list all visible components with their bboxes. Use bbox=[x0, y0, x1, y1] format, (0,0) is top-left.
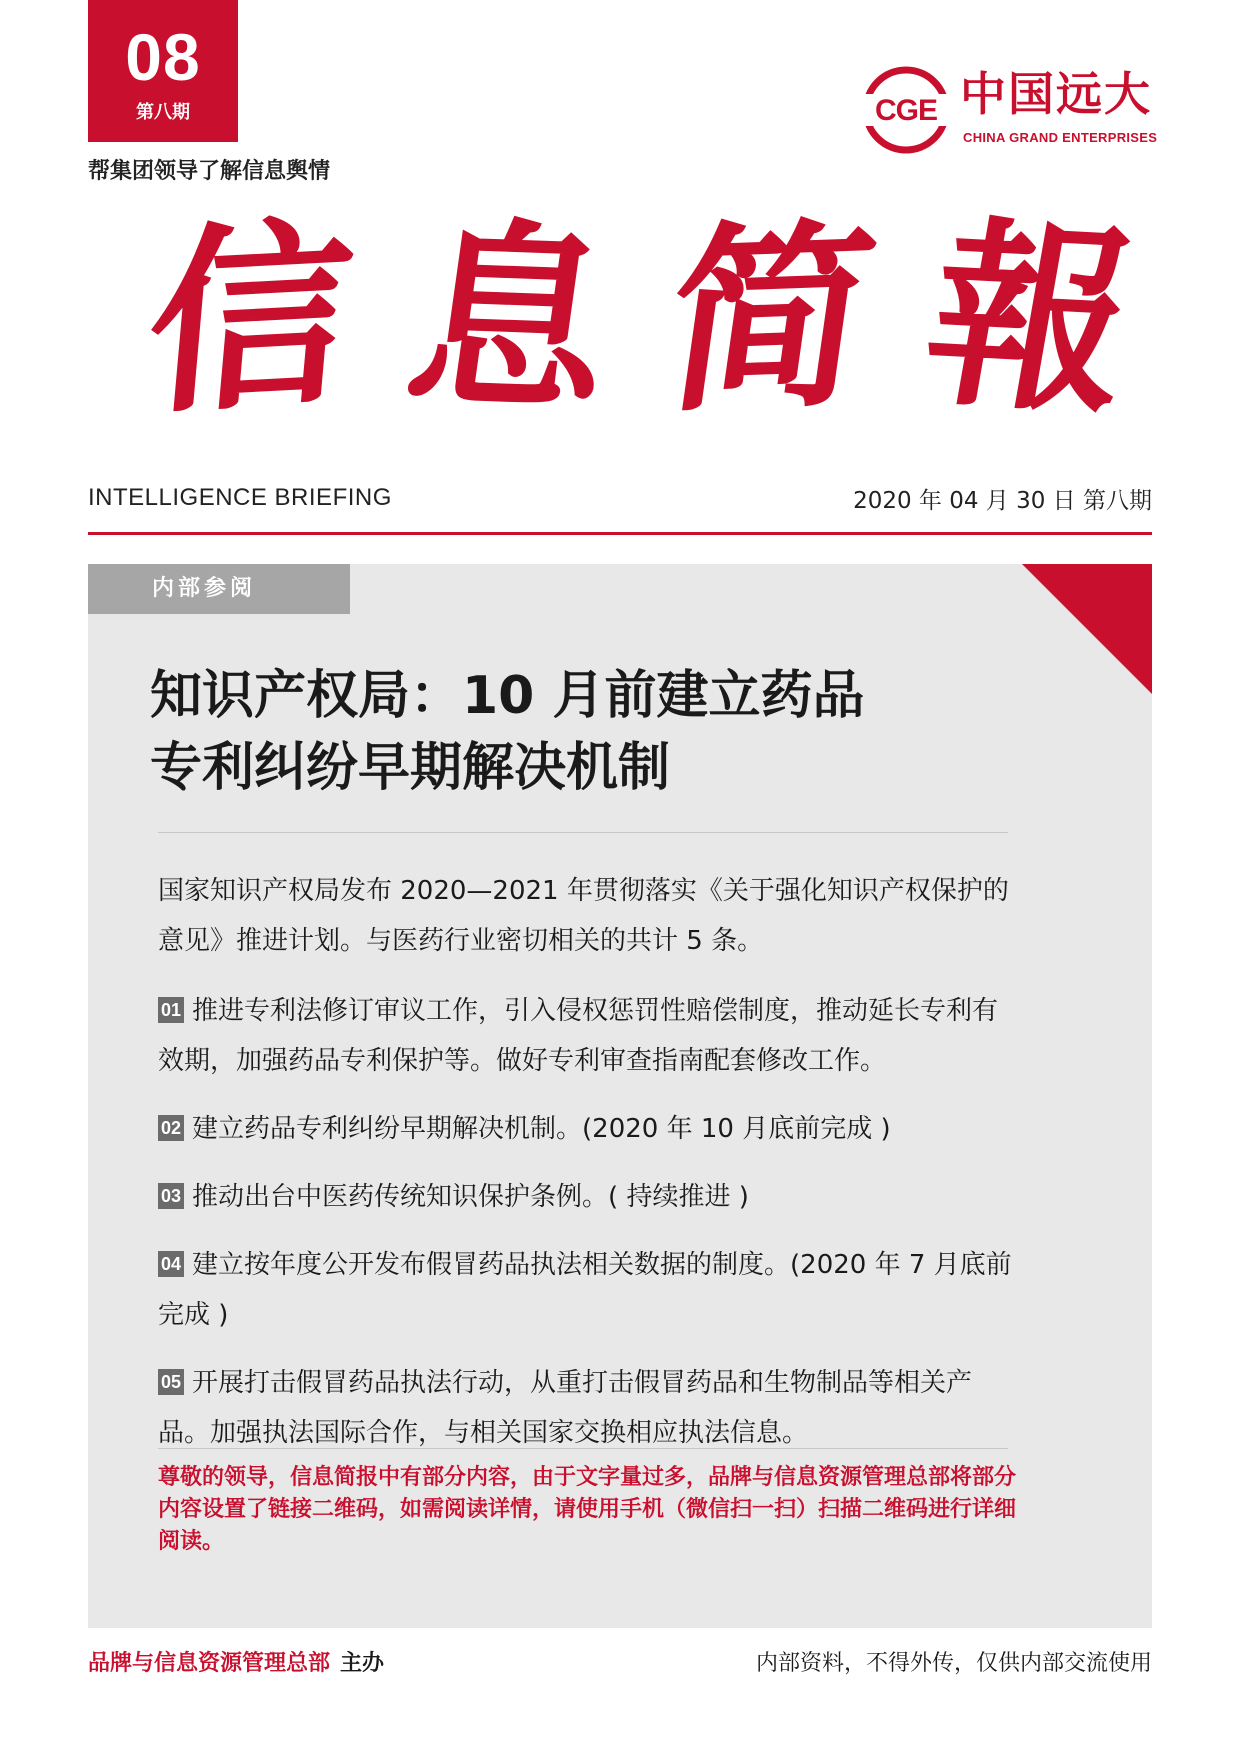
list-item bbox=[158, 1240, 1018, 1340]
tagline: 帮集团领导了解信息舆情 bbox=[88, 159, 331, 184]
footer-organizer bbox=[88, 1646, 384, 1677]
list-item bbox=[158, 1172, 1018, 1222]
reader-note: 尊敬的领导，信息简报中有部分内容，由于文字量过多，品牌与信息资源管理总部将部分内容设置了链接二维码，如需阅读详情，请使用手机（微信扫一扫）扫描二维码进行详细阅读。 bbox=[158, 1465, 1017, 1554]
item-text: 推进专利法修订审议工作，引入侵权惩罚性赔偿制度，推动延长专利有效期，加强药品专利保护等。做好专利审查指南配套修改工作。 bbox=[158, 996, 999, 1076]
item-text: 开展打击假冒药品执法行动，从重打击假冒药品和生物制品等相关产品。加强执法国际合作，与相关国家交换相应执法信息。 bbox=[158, 1368, 973, 1448]
issue-date: 2020 年 04 月 30 日 第八期 bbox=[853, 488, 1152, 514]
footer-disclaimer: 内部资料，不得外传，仅供内部交流使用 bbox=[755, 1651, 1152, 1676]
section-tag: 内部参阅 bbox=[88, 564, 350, 614]
item-number-badge: 01 bbox=[158, 997, 184, 1023]
briefing-subtitle: INTELLIGENCE BRIEFING bbox=[88, 484, 392, 511]
masthead-char: 简 bbox=[652, 198, 888, 441]
note-divider bbox=[158, 1448, 1008, 1449]
headline-line-2: 专利纠纷早期解决机制 bbox=[150, 738, 671, 798]
logo-name-cn: 中国远大 bbox=[960, 67, 1152, 121]
masthead-title bbox=[139, 195, 1150, 445]
issue-number: 08 bbox=[125, 20, 201, 94]
cge-logo-icon bbox=[860, 64, 952, 156]
company-logo bbox=[860, 64, 1160, 156]
list-item bbox=[158, 986, 1018, 1086]
item-text: 推动出台中医药传统知识保护条例。( 持续推进 ) bbox=[192, 1182, 749, 1212]
item-number-badge: 02 bbox=[158, 1115, 184, 1141]
masthead-char: 信 bbox=[139, 196, 361, 443]
list-item bbox=[158, 1104, 1018, 1154]
corner-triangle-icon bbox=[1022, 564, 1152, 694]
item-number-badge: 03 bbox=[158, 1183, 184, 1209]
item-number-badge: 04 bbox=[158, 1251, 184, 1277]
item-text: 建立按年度公开发布假冒药品执法相关数据的制度。(2020 年 7 月底前完成 ) bbox=[158, 1250, 1012, 1330]
content-panel bbox=[88, 564, 1152, 1628]
issue-badge bbox=[88, 0, 238, 142]
article-intro: 国家知识产权局发布 2020—2021 年贯彻落实《关于强化知识产权保护的意见》推进计划。与医药行业密切相关的共计 5 条。 bbox=[158, 876, 1009, 956]
masthead-char: 報 bbox=[910, 196, 1150, 443]
issue-label: 第八期 bbox=[136, 102, 190, 123]
logo-name-en: CHINA GRAND ENTERPRISES bbox=[963, 130, 1158, 145]
item-text: 建立药品专利纠纷早期解决机制。(2020 年 10 月底前完成 ) bbox=[192, 1114, 891, 1144]
logo-mark-text: CGE bbox=[874, 94, 938, 127]
list-item bbox=[158, 1358, 1018, 1458]
header-divider bbox=[88, 532, 1152, 535]
masthead-char: 息 bbox=[394, 198, 627, 441]
headline-line-1: 知识产权局：10 月前建立药品 bbox=[150, 666, 865, 726]
item-number-badge: 05 bbox=[158, 1369, 184, 1395]
host-label: 主办 bbox=[340, 1651, 385, 1676]
organizer-name: 品牌与信息资源管理总部 bbox=[88, 1651, 331, 1676]
headline-divider bbox=[158, 832, 1008, 833]
article-headline bbox=[150, 660, 1030, 804]
